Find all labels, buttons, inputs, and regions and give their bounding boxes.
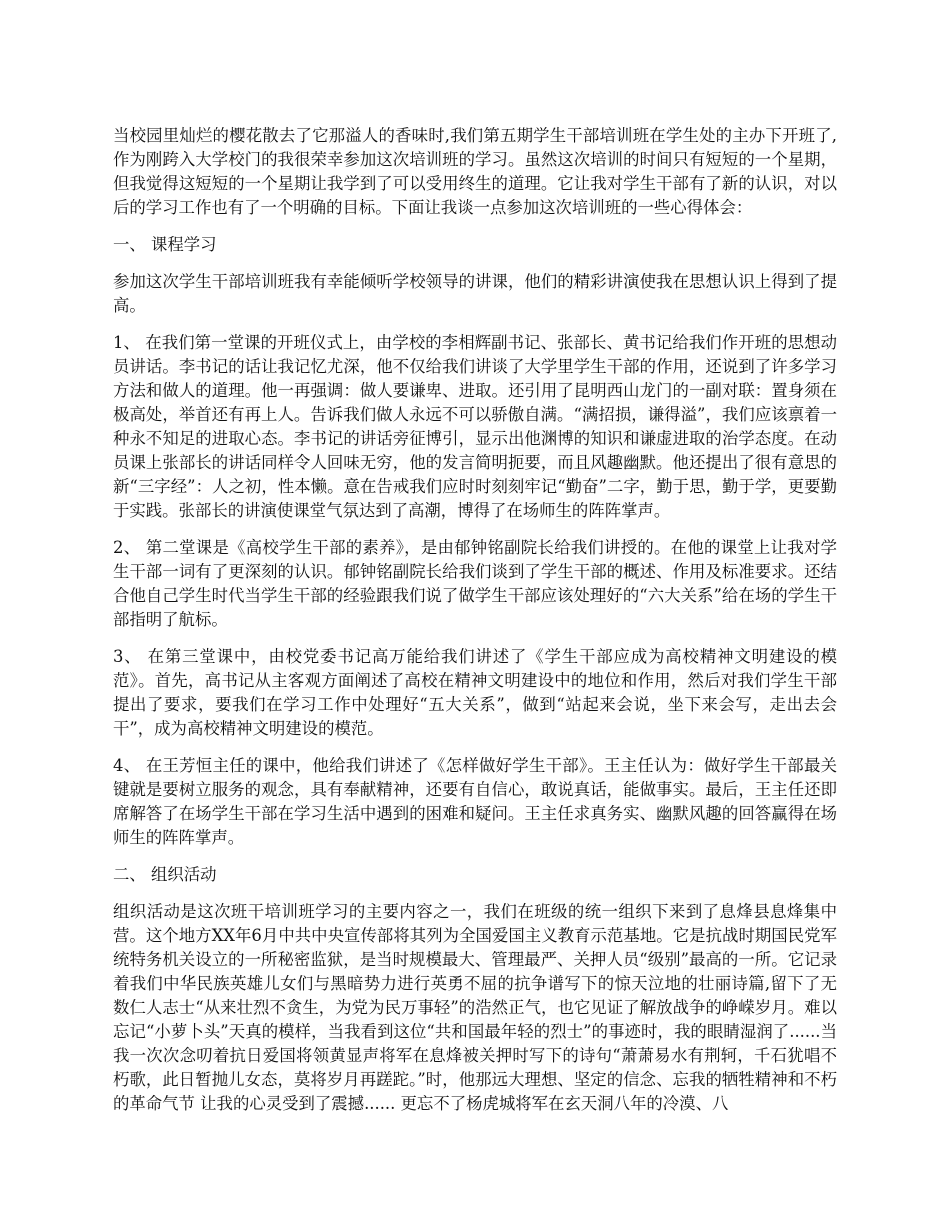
intro-paragraph: 当校园里灿烂的樱花散去了它那溢人的香味时,我们第五期学生干部培训班在学生处的主办下开班了,作为刚跨入大学校门的我很荣幸参加这次培训班的学习。虽然这次培训的时间只有短短的一个星期，但我觉得这短短的一个星期让我学到了可以受用终生的道理。它让我对学生干部有了新的认识，对以后的学习工作也有了一个明确的目标。下面让我谈一点参加这次培训班的一些心得体会： (113, 126, 837, 217)
course-item-1-paragraph: 1、 在我们第一堂课的开班仪式上，由学校的李相辉副书记、张部长、黄书记给我们作开班的思想动员讲话。李书记的话让我记忆尤深，他不仅给我们讲谈了大学里学生干部的作用，还说到了许多学习方法和做人的道理。他一再强调：做人要谦卑、进取。还引用了昆明西山龙门的一副对联：置身须在极高处，举首还有再上人。告诉我们做人永远不可以骄傲自满。“满招损，谦得溢”，我们应该禀着一种永不知足的进取心态。李书记的讲话旁征博引，显示出他渊博的知识和谦虚进取的治学态度。在动员课上张部长的讲话同样令人回味无穷，他的发言简明扼要，而且风趣幽默。他还提出了很有意思的新“三字经”：人之初，性本懒。意在告戒我们应时时刻刻牢记“勤奋”二字，勤于思，勤于学，更要勤于实践。张部长的讲演使课堂气氛达到了高潮，博得了在场师生的阵阵掌声。 (113, 333, 837, 520)
course-item-2-paragraph: 2、 第二堂课是《高校学生干部的素养》，是由郁钟铭副院长给我们讲授的。在他的课堂上让我对学生干部一词有了更深刻的认识。郁钟铭副院长给我们谈到了学生干部的概述、作用及标准要求。还结合他自己学生时代当学生干部的经验跟我们说了做学生干部应该处理好的“六大关系”给在场的学生干部指明了航标。 (113, 538, 837, 629)
document-page (113, 124, 837, 1129)
activities-paragraph: 组织活动是这次班干培训班学习的主要内容之一，我们在班级的统一组织下来到了息烽县息烽集中营。这个地方XX年6月中共中央宣传部将其列为全国爱国主义教育示范基地。它是抗战时期国民党军统特务机关设立的一所秘密监狱，是当时规模最大、管理最严、关押人员“级别”最高的一所。它记录着我们中华民族英雄儿女们与黑暗势力进行英勇不屈的抗争谱写下的惊天泣地的壮丽诗篇,留下了无数仁人志士“从来壮烈不贪生，为党为民万事轻”的浩然正气，也它见证了解放战争的峥嵘岁月。难以忘记“小萝卜头”天真的模样，当我看到这位“共和国最年轻的烈士”的事迹时，我的眼睛湿润了......当我一次次念叨着抗日爱国将领黄显声将军在息烽被关押时写下的诗句“萧萧易水有荆轲，千石犹唱不朽歌，此日暂抛儿女态，莫将岁月再蹉跎。”时，他那远大理想、坚定的信念、忘我的牺牲精神和不朽的革命气节 让我的心灵受到了震撼...... 更忘不了杨虎城将军在玄天洞八年的冷漠、八 (113, 902, 837, 1113)
section-heading-course-study: 一、 课程学习 (113, 235, 217, 254)
course-intro-paragraph: 参加这次学生干部培训班我有幸能倾听学校领导的讲课，他们的精彩讲演使我在思想认识上得到了提高。 (113, 272, 837, 315)
course-item-3-paragraph: 3、 在第三堂课中，由校党委书记高万能给我们讲述了《学生干部应成为高校精神文明建设的模范》。首先，高书记从主客观方面阐述了高校在精神文明建设中的地位和作用，然后对我们学生干部提出了要求，要我们在学习工作中处理好“五大关系”，做到“站起来会说，坐下来会写，走出去会干”，成为高校精神文明建设的模范。 (113, 647, 837, 738)
section-heading-activities: 二、 组织活动 (113, 865, 217, 884)
course-item-4-paragraph: 4、 在王芳恒主任的课中，他给我们讲述了《怎样做好学生干部》。王主任认为：做好学生干部最关键就是要树立服务的观念，具有奉献精神，还要有自信心，敢说真话，能做事实。最后，王主任还即席解答了在场学生干部在学习生活中遇到的困难和疑问。王主任求真务实、幽默风趣的回答赢得在场师生的阵阵掌声。 (113, 756, 837, 847)
